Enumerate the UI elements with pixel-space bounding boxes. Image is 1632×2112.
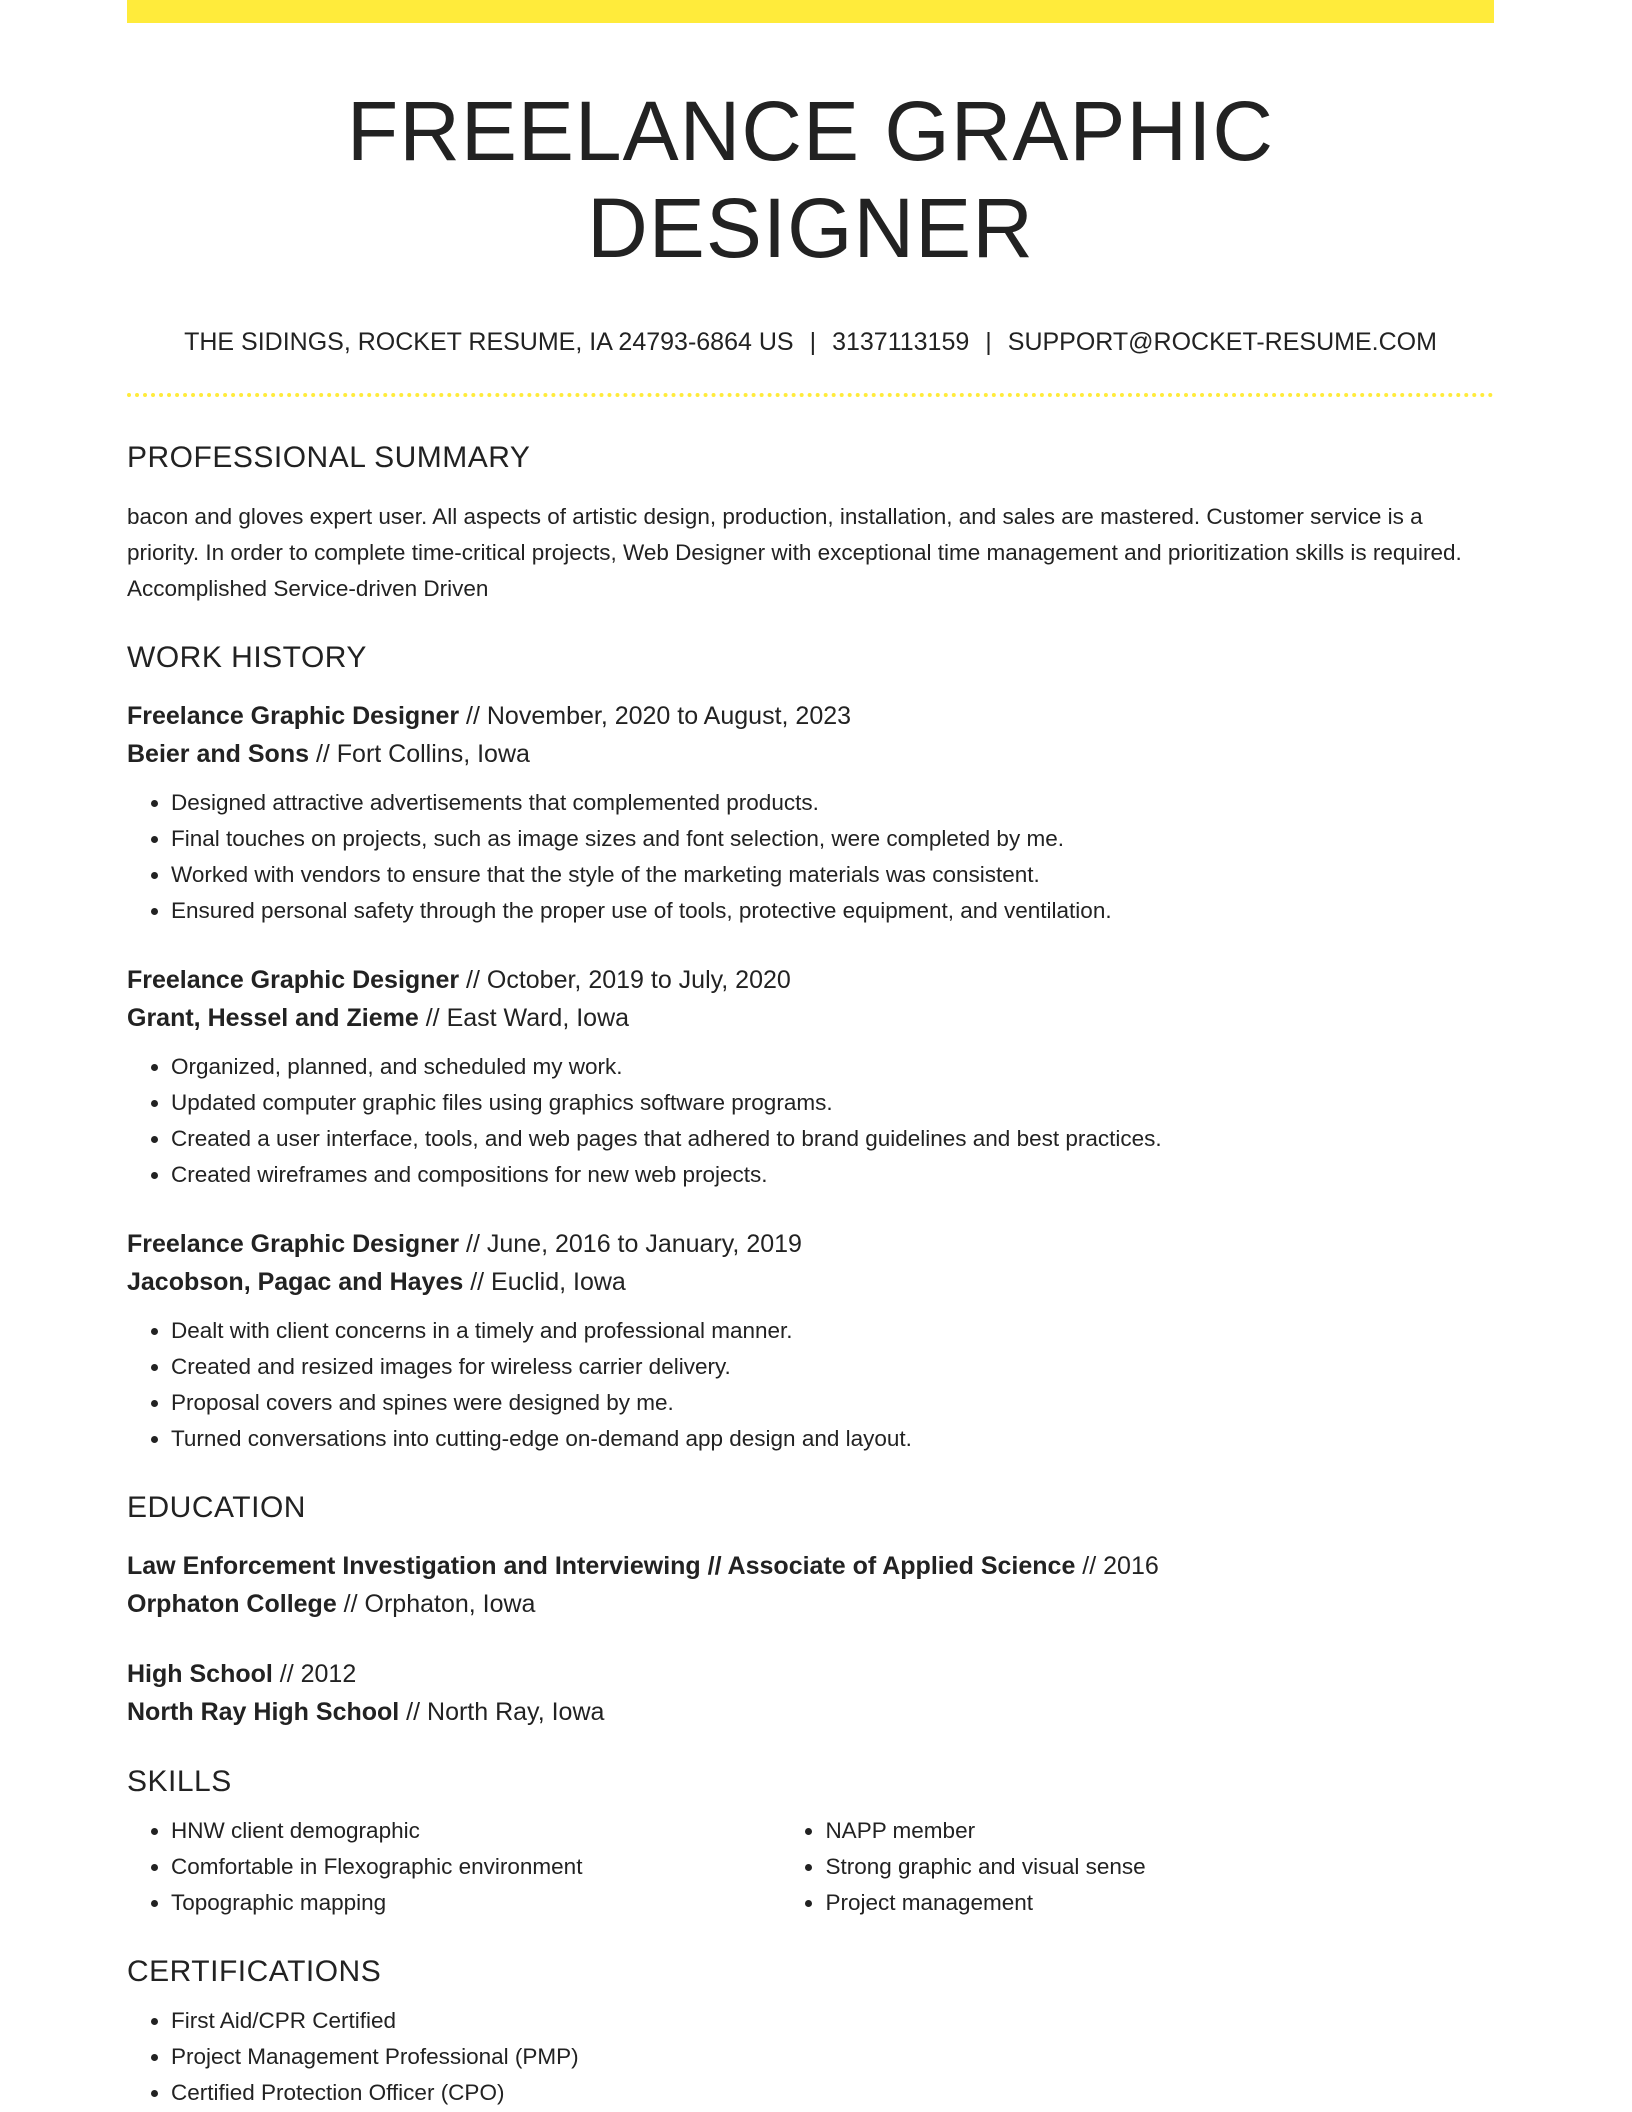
certification-item: • Certified Protection Officer (CPO) [171,2075,1494,2111]
skill-item: • NAPP member [825,1813,1494,1849]
job-dates: // June, 2016 to January, 2019 [459,1230,802,1259]
work-history-heading: WORK HISTORY [127,641,367,675]
education-year: // 2016 [1075,1552,1159,1581]
education-degree-line [127,1655,1494,1693]
job-bullets [127,1049,1494,1193]
job-bullet: • Designed attractive advertisements that complemented products. [171,785,1494,821]
job-entry [127,1225,1494,1457]
resume-content [127,23,1494,2111]
skills-list-left [127,1813,781,1921]
job-company: Grant, Hessel and Zieme [127,1004,419,1033]
job-bullet: • Ensured personal safety through the proper use of tools, protective equipment, and ventilation. [171,893,1494,929]
education-degree: Law Enforcement Investigation and Interviewing // Associate of Applied Science [127,1552,1076,1581]
job-entry [127,697,1494,929]
job-title-line [127,1225,1494,1263]
resume-title: FREELANCE GRAPHIC DESIGNER [346,84,1275,275]
education-section [127,1491,1494,1731]
education-school-line [127,1693,1494,1731]
skills-section [127,1765,1494,1921]
job-bullets [127,1313,1494,1457]
contact-line [127,328,1494,357]
job-location: // Euclid, Iowa [463,1268,626,1297]
certification-item: • First Aid/CPR Certified [171,2003,1494,2039]
job-dates: // November, 2020 to August, 2023 [459,702,852,731]
job-location: // East Ward, Iowa [418,1004,630,1033]
job-location: // Fort Collins, Iowa [309,740,530,769]
job-bullet: • Updated computer graphic files using graphics software programs. [171,1085,1494,1121]
certification-item: • Project Management Professional (PMP) [171,2039,1494,2075]
education-school-line [127,1585,1494,1623]
summary-text: bacon and gloves expert user. All aspects of artistic design, production, installation, and sales are mastered. Customer service is a priority. In order to complete time-critical projects, Web Designer with exceptional time management and prioritization skills is required. Accomplished Service-driven Driven [127,504,1462,602]
education-degree-line [127,1547,1494,1585]
job-bullet: • Organized, planned, and scheduled my work. [171,1049,1494,1085]
skills-grid [127,1813,1494,1921]
skills-heading: SKILLS [127,1765,232,1799]
skill-item: • Topographic mapping [171,1885,781,1921]
job-company-line [127,999,1494,1037]
job-company-line [127,1263,1494,1301]
job-bullet: • Dealt with client concerns in a timely and professional manner. [171,1313,1494,1349]
job-bullet: • Created a user interface, tools, and web pages that adhered to brand guidelines and best practices. [171,1121,1494,1157]
skills-list-right [781,1813,1494,1921]
contact-email: SUPPORT@ROCKET-RESUME.COM [1007,328,1437,357]
job-company-line [127,735,1494,773]
job-title-line [127,961,1494,999]
education-entry [127,1547,1494,1623]
job-title: Freelance Graphic Designer [127,966,460,995]
certifications-heading: CERTIFICATIONS [127,1955,382,1989]
education-year: // 2012 [272,1660,357,1689]
skill-item: • Strong graphic and visual sense [825,1849,1494,1885]
summary-heading: PROFESSIONAL SUMMARY [127,441,531,475]
certifications-list [127,2003,1494,2111]
education-entry [127,1655,1494,1731]
contact-address: THE SIDINGS, ROCKET RESUME, IA 24793-6864 US [184,328,794,357]
education-school: Orphaton College [127,1590,337,1619]
contact-phone: 3137113159 [832,328,970,357]
job-title: Freelance Graphic Designer [127,702,460,731]
job-title: Freelance Graphic Designer [127,1230,460,1259]
skill-item: • HNW client demographic [171,1813,781,1849]
skill-item: • Comfortable in Flexographic environment [171,1849,781,1885]
accent-bar [127,0,1494,23]
job-bullet: • Turned conversations into cutting-edge on-demand app design and layout. [171,1421,1494,1457]
job-bullet: • Proposal covers and spines were designed by me. [171,1385,1494,1421]
skill-item: • Project management [825,1885,1494,1921]
job-bullet: • Worked with vendors to ensure that the style of the marketing materials was consistent. [171,857,1494,893]
work-history-section [127,641,1494,1457]
job-company: Jacobson, Pagac and Hayes [127,1268,464,1297]
job-bullet: • Final touches on projects, such as image sizes and font selection, were completed by me. [171,821,1494,857]
education-degree: High School [127,1660,273,1689]
job-bullets [127,785,1494,929]
education-heading: EDUCATION [127,1491,306,1525]
contact-separator: | [985,328,992,357]
education-location: // Orphaton, Iowa [336,1590,536,1619]
summary-section [127,441,1494,607]
education-school: North Ray High School [127,1698,400,1727]
contact-separator: | [809,328,817,357]
education-location: // North Ray, Iowa [399,1698,605,1727]
dotted-divider [127,393,1494,397]
job-dates: // October, 2019 to July, 2020 [459,966,791,995]
job-entry [127,961,1494,1193]
certifications-section [127,1955,1494,2111]
job-company: Beier and Sons [127,740,309,769]
job-title-line [127,697,1494,735]
job-bullet: • Created wireframes and compositions for new web projects. [171,1157,1494,1193]
job-bullet: • Created and resized images for wireless carrier delivery. [171,1349,1494,1385]
